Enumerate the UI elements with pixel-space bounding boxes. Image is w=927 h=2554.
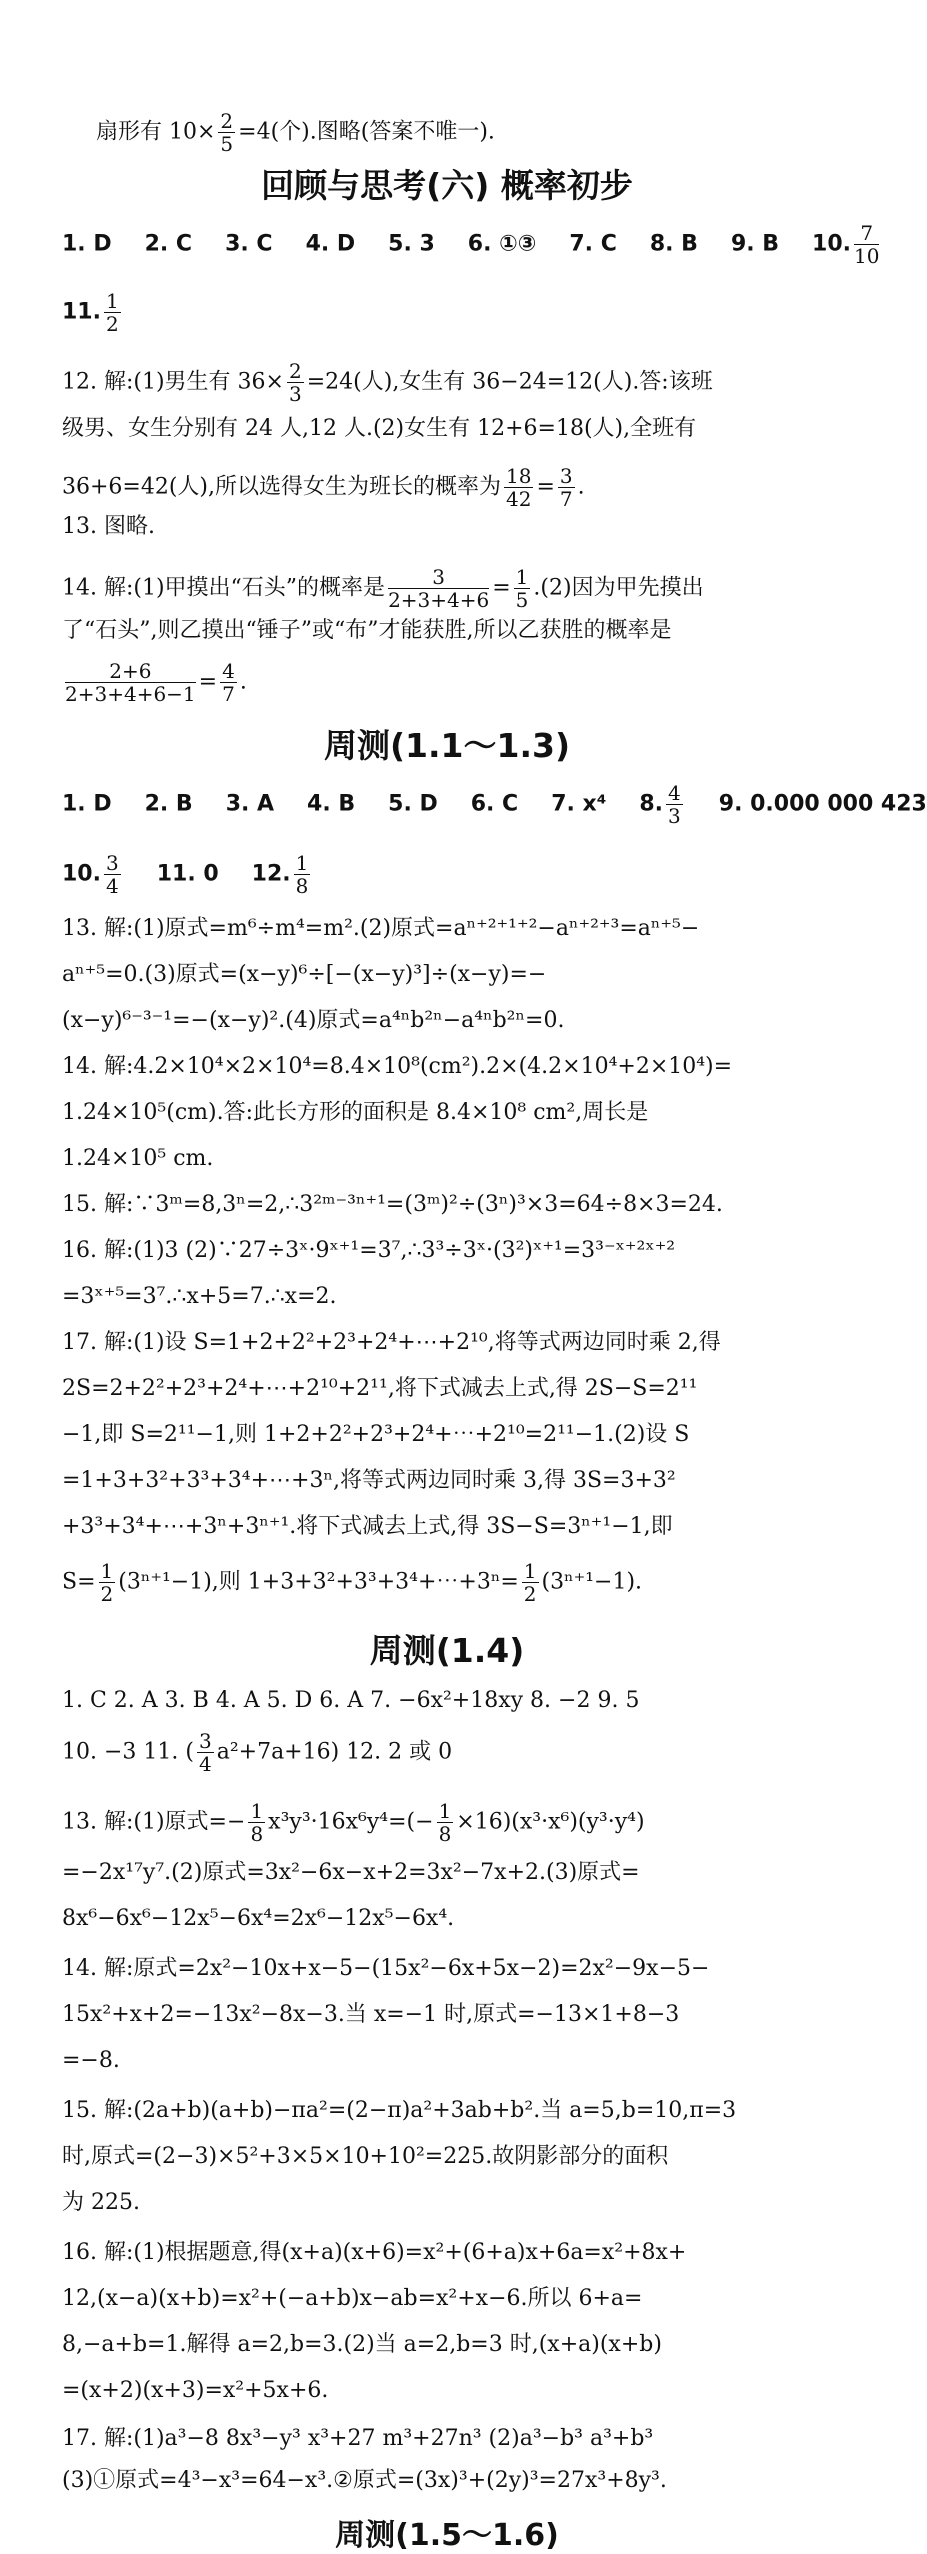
text-line: 14. 解:(1)甲摸出“石头”的概率是 $\frac{3}{2+3+4+6}$ = $\frac{1}{5}$ .(2)因为甲先摸出: [62, 565, 704, 612]
fraction: $\frac{2}{3}$: [288, 359, 302, 406]
text-line: =1+3+3²+3³+3⁴+⋯+3ⁿ,将等式两边同时乘 3,得 3S=3+3²: [62, 1468, 676, 1493]
fraction: $\frac{18}{42}$: [506, 464, 532, 511]
answer-row: 11. $\frac{1}{2}$: [62, 289, 119, 336]
text-line: 8,−a+b=1.解得 a=2,b=3.(2)当 a=2,b=3 时,(x+a)(x+b): [62, 2332, 662, 2357]
answer-row: 1. D 2. C 3. C 4. D 5. 3 6. ①③ 7. C 8. B 9. B 10. $\frac{7}{10}$: [62, 221, 880, 268]
text-line: 15x²+x+2=−13x²−8x−3.当 x=−1 时,原式=−13×1+8−3: [62, 2002, 680, 2027]
fraction: $\frac{1}{2}$: [100, 1559, 114, 1606]
fraction: $\frac{1}{5}$: [515, 565, 529, 612]
text-line: 17. 解:(1)设 S=1+2+2²+2³+2⁴+⋯+2¹⁰,将等式两边同时乘 2,得: [62, 1330, 721, 1355]
text-line: 为 225.: [62, 2190, 140, 2215]
text-line: 1.24×10⁵(cm).答:此长方形的面积是 8.4×10⁸ cm²,周长是: [62, 1100, 649, 1125]
text-line: 12. 解:(1)男生有 36× $\frac{2}{3}$ =24(人),女生有 36−24=12(人).答:该班: [62, 359, 713, 406]
text-line: =(x+2)(x+3)=x²+5x+6.: [62, 2378, 329, 2403]
section-heading: 周测(1.1～1.3): [323, 726, 571, 765]
answer-row: 10. $\frac{3}{4}$ 11. 0 12. $\frac{1}{8}$: [62, 851, 309, 898]
text-line: 时,原式=(2−3)×5²+3×5×10+10²=225.故阴影部分的面积: [62, 2144, 669, 2169]
text-line: aⁿ⁺⁵=0.(3)原式=(x−y)⁶÷[−(x−y)³]÷(x−y)=−: [62, 962, 547, 987]
answer-row: 1. C 2. A 3. B 4. A 5. D 6. A 7. −6x²+18xy 8. −2 9. 5: [62, 1688, 640, 1713]
text-line: 15. 解:(2a+b)(a+b)−πa²=(2−π)a²+3ab+b².当 a=5,b=10,π=3: [62, 2098, 737, 2123]
fraction: $\frac{3}{4}$: [198, 1729, 212, 1776]
text-line: $\frac{2+6}{2+3+4+6-1}$ = $\frac{4}{7}$ .: [65, 659, 247, 706]
text-line: 级男、女生分别有 24 人,12 人.(2)女生有 12+6=18(人),全班有: [62, 416, 697, 441]
section-heading: 回顾与思考(六) 概率初步: [261, 166, 633, 205]
text-line: 16. 解:(1)3 (2)∵27÷3ˣ·9ˣ⁺¹=3⁷,∴3³÷3ˣ·(3²)ˣ⁺¹=3³⁻ˣ⁺²ˣ⁺²: [62, 1238, 676, 1263]
text-line: 36+6=42(人),所以选得女生为班长的概率为 $\frac{18}{42}$ = $\frac{3}{7}$ .: [62, 464, 585, 511]
text-line: 8x⁶−6x⁶−12x⁵−6x⁴=2x⁶−12x⁵−6x⁴.: [62, 1906, 455, 1931]
text-line: 14. 解:原式=2x²−10x+x−5−(15x²−6x+5x−2)=2x²−9x−5−: [62, 1956, 710, 1981]
answer-row: 1. D 2. B 3. A 4. B 5. D 6. C 7. x⁴ 8. $\frac{4}{3}$ 9. 0.000 000 423: [62, 781, 927, 828]
text-line: −1,即 S=2¹¹−1,则 1+2+2²+2³+2⁴+⋯+2¹⁰=2¹¹−1.(2)设 S: [62, 1422, 690, 1447]
fraction: $\frac{1}{2}$: [523, 1559, 537, 1606]
fraction: $\frac{7}{10}$: [854, 221, 880, 268]
fraction: $\frac{3}{7}$: [559, 464, 573, 511]
text-line: 17. 解:(1)a³−8 8x³−y³ x³+27 m³+27n³ (2)a³−b³ a³+b³: [62, 2426, 654, 2451]
fraction: $\frac{3}{2+3+4+6}$: [388, 565, 490, 612]
text-line: 13. 图略.: [62, 514, 155, 539]
text-line: 15. 解:∵3ᵐ=8,3ⁿ=2,∴3²ᵐ⁻³ⁿ⁺¹=(3ᵐ)²÷(3ⁿ)³×3=64÷8×3=24.: [62, 1192, 723, 1217]
text-line: 13. 解:(1)原式=− $\frac{1}{8}$ x³y³·16x⁶y⁴=(− $\frac{1}{8}$ ×16)(x³·x⁶)(y³·y⁴): [62, 1799, 645, 1846]
text-line: 1.24×10⁵ cm.: [62, 1146, 214, 1171]
fraction: $\frac{2}{5}$: [220, 109, 234, 156]
text-line: S= $\frac{1}{2}$ (3ⁿ⁺¹−1),则 1+3+3²+3³+3⁴+⋯+3ⁿ= $\frac{1}{2}$ (3ⁿ⁺¹−1).: [62, 1559, 643, 1606]
text-line: 扇形有 10× $\frac{2}{5}$ =4(个).图略(答案不唯一).: [96, 109, 495, 156]
answer-row: 10. −3 11. ( $\frac{3}{4}$ a²+7a+16) 12. 2 或 0: [62, 1729, 453, 1776]
section-heading: 周测(1.4): [369, 1631, 525, 1670]
text-line: =−8.: [62, 2048, 120, 2073]
text-line: +3³+3⁴+⋯+3ⁿ+3ⁿ⁺¹.将下式减去上式,得 3S−S=3ⁿ⁺¹−1,即: [62, 1514, 673, 1539]
fraction: $\frac{4}{7}$: [222, 659, 235, 706]
fraction: $\frac{1}{8}$: [250, 1799, 264, 1846]
text-line: =3ˣ⁺⁵=3⁷.∴x+5=7.∴x=2.: [62, 1284, 337, 1309]
text-line: =−2x¹⁷y⁷.(2)原式=3x²−6x−x+2=3x²−7x+2.(3)原式=: [62, 1860, 640, 1885]
fraction: $\frac{3}{4}$: [105, 851, 119, 898]
text-line: 了“石头”,则乙摸出“锤子”或“布”才能获胜,所以乙获胜的概率是: [62, 618, 672, 643]
text-line: 13. 解:(1)原式=m⁶÷m⁴=m².(2)原式=aⁿ⁺²⁺¹⁺²−aⁿ⁺²⁺³=aⁿ⁺⁵−: [62, 916, 700, 941]
text-line: 16. 解:(1)根据题意,得(x+a)(x+6)=x²+(6+a)x+6a=x²+8x+: [62, 2240, 687, 2265]
section-heading: 周测(1.5～1.6): [335, 2518, 559, 2553]
text-line: (x−y)⁶⁻³⁻¹=−(x−y)².(4)原式=a⁴ⁿb²ⁿ−a⁴ⁿb²ⁿ=0.: [62, 1008, 565, 1033]
text-line: 2S=2+2²+2³+2⁴+⋯+2¹⁰+2¹¹,将下式减去上式,得 2S−S=2¹¹: [62, 1376, 698, 1401]
fraction: $\frac{1}{8}$: [295, 851, 309, 898]
fraction: $\frac{2+6}{2+3+4+6-1}$: [65, 659, 196, 706]
text-line: 14. 解:4.2×10⁴×2×10⁴=8.4×10⁸(cm²).2×(4.2×10⁴+2×10⁴)=: [62, 1054, 733, 1079]
text-line: 12,(x−a)(x+b)=x²+(−a+b)x−ab=x²+x−6.所以 6+a=: [62, 2286, 643, 2311]
fraction: $\frac{1}{8}$: [438, 1799, 452, 1846]
text-line: (3)①原式=4³−x³=64−x³.②原式=(3x)³+(2y)³=27x³+8y³.: [62, 2468, 667, 2493]
fraction: $\frac{4}{3}$: [668, 781, 681, 828]
fraction: $\frac{1}{2}$: [105, 289, 119, 336]
